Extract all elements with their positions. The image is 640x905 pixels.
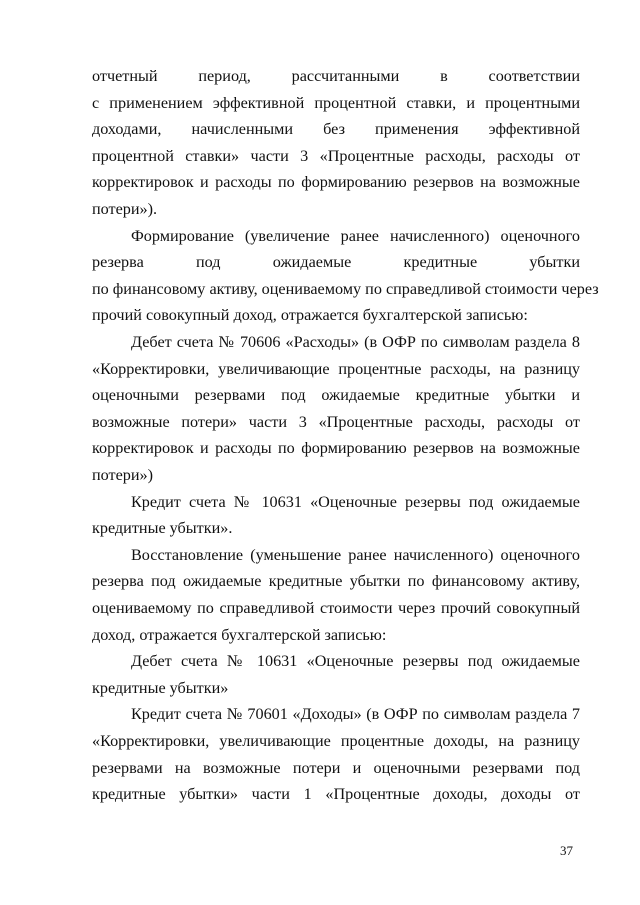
text-line: корректировок и расходы по формированию резервов на возможные (92, 173, 580, 192)
text-line: Кредит счета № 10631 «Оценочные резервы под ожидаемые (131, 492, 580, 511)
text-line: кредитные убытки». (92, 519, 233, 538)
text-line: прочий совокупный доход, отражается бухгалтерской записью: (92, 306, 528, 325)
text-line: резервами на возможные потери и оценочными резервами под (92, 758, 580, 777)
text-line: потери»). (92, 200, 158, 218)
text-line: с применением эффективной процентной ставки, и процентными (92, 93, 580, 112)
text-line: доходами, начисленными без применения эффективной (92, 120, 580, 139)
text-line: отчетный период, рассчитанными в соответствии (92, 67, 580, 85)
text-line: процентной ставки» части 3 «Процентные расходы, расходы от (92, 146, 580, 165)
text-line: резерва под ожидаемые кредитные убытки (92, 253, 580, 272)
text-line: «Корректировки, увеличивающие процентные доходы, на разницу (92, 732, 580, 750)
text-line: резерва под ожидаемые кредитные убытки по финансовому активу, (92, 572, 580, 591)
text-line: возможные потери» части 3 «Процентные расходы, расходы от (92, 412, 580, 431)
text-line: Формирование (увеличение ранее начисленного) оценочного (131, 226, 580, 245)
text-line: Восстановление (уменьшение ранее начисленного) оценочного (131, 545, 580, 564)
text-line: Дебет счета № 10631 «Оценочные резервы под ожидаемые (131, 652, 580, 671)
text-line: оцениваемому по справедливой стоимости через прочий совокупный (92, 599, 580, 617)
text-line: кредитные убытки» (92, 678, 229, 697)
text-line: Дебет счета № 70606 «Расходы» (в ОФР по символам раздела 8 (131, 333, 580, 351)
page-number: 37 (560, 843, 573, 858)
text-line: «Корректировки, увеличивающие процентные расходы, на разницу (92, 359, 580, 378)
text-line: потери») (92, 466, 154, 484)
text-line: кредитные убытки» части 1 «Процентные доходы, доходы от (92, 785, 580, 804)
text-line: доход, отражается бухгалтерской записью: (92, 625, 387, 644)
text-line: корректировок и расходы по формированию резервов на возможные (92, 439, 580, 458)
text-line: Кредит счета № 70601 «Доходы» (в ОФР по символам раздела 7 (131, 705, 580, 724)
text-line: по финансовому активу, оцениваемому по справедливой стоимости через (92, 279, 599, 298)
text-line: оценочными резервами под ожидаемые кредитные убытки и (92, 386, 580, 405)
